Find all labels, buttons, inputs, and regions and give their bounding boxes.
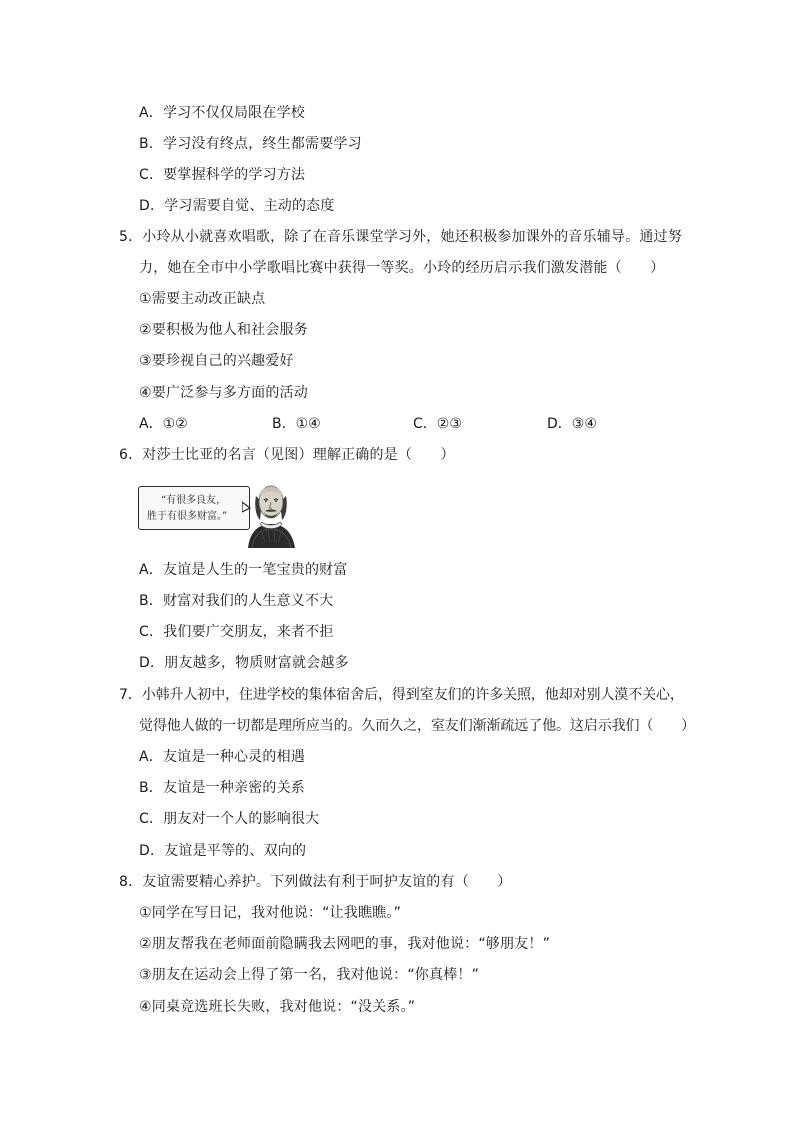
quote-line-2: 胜于有很多财富。” <box>147 511 228 522</box>
shakespeare-quote-figure <box>138 472 298 548</box>
q5-item-3: ③要珍视自己的兴趣爱好 <box>139 353 294 369</box>
q5-item-1: ①需要主动改正缺点 <box>139 291 266 307</box>
q6-stem: 6．对莎士比亚的名言（见图）理解正确的是（ ） <box>119 447 455 463</box>
q8-item-3: ③朋友在运动会上得了第一名，我对他说：“你真棒！” <box>139 967 480 983</box>
q5-item-4: ④要广泛参与多方面的活动 <box>139 385 308 401</box>
q5-item-2: ②要积极为他人和社会服务 <box>139 322 308 338</box>
q6-option-a: A．友谊是人生的一笔宝贵的财富 <box>139 562 348 578</box>
q4-option-a: A．学习不仅仅局限在学校 <box>139 105 305 121</box>
q8-item-2: ②朋友帮我在老师面前隐瞒我去网吧的事，我对他说：“够朋友！” <box>139 936 551 952</box>
q6-option-b: B．财富对我们的人生意义不大 <box>139 593 334 609</box>
q4-option-b: B．学习没有终点，终生都需要学习 <box>139 136 362 152</box>
q7-stem-line2: 觉得他人做的一切都是理所应当的。久而久之，室友们渐渐疏远了他。这启示我们（ ） <box>139 718 695 734</box>
q4-option-d: D．学习需要自觉、主动的态度 <box>139 198 335 214</box>
q5-options-row <box>139 415 659 433</box>
q6-option-c: C．我们要广交朋友，来者不拒 <box>139 624 334 640</box>
speech-bubble <box>138 486 250 530</box>
q8-item-4: ④同桌竞选班长失败，我对他说：“没关系。” <box>139 999 416 1015</box>
q7-option-c: C．朋友对一个人的影响很大 <box>139 811 320 827</box>
q5-option-b: B．①④ <box>272 416 321 432</box>
q4-option-c: C．要掌握科学的学习方法 <box>139 167 306 183</box>
q6-option-d: D．朋友越多，物质财富就会越多 <box>139 655 349 671</box>
q7-option-b: B．友谊是一种亲密的关系 <box>139 780 306 796</box>
q8-stem: 8．友谊需要精心养护。下列做法有利于呵护友谊的有（ ） <box>119 874 512 890</box>
q5-option-c: C．②③ <box>413 416 462 432</box>
q5-option-a: A．①② <box>139 416 188 432</box>
q8-item-1: ①同学在写日记，我对他说：“让我瞧瞧。” <box>139 905 402 921</box>
q7-stem-line1: 7．小韩升人初中，住进学校的集体宿舍后，得到室友们的许多关照，他却对别人漠不关心， <box>119 687 684 703</box>
quote-line-1: “有很多良友， <box>161 495 227 506</box>
q5-stem-line2: 力，她在全市中小学歌唱比赛中获得一等奖。小玲的经历启示我们激发潜能（ ） <box>139 260 665 276</box>
shakespeare-portrait-icon <box>242 472 300 548</box>
q5-option-d: D．③④ <box>547 416 597 432</box>
q7-option-d: D．友谊是平等的、双向的 <box>139 843 307 859</box>
q7-option-a: A．友谊是一种心灵的相遇 <box>139 749 305 765</box>
q5-stem-line1: 5．小玲从小就喜欢唱歌，除了在音乐课堂学习外，她还积极参加课外的音乐辅导。通过努 <box>119 229 682 245</box>
